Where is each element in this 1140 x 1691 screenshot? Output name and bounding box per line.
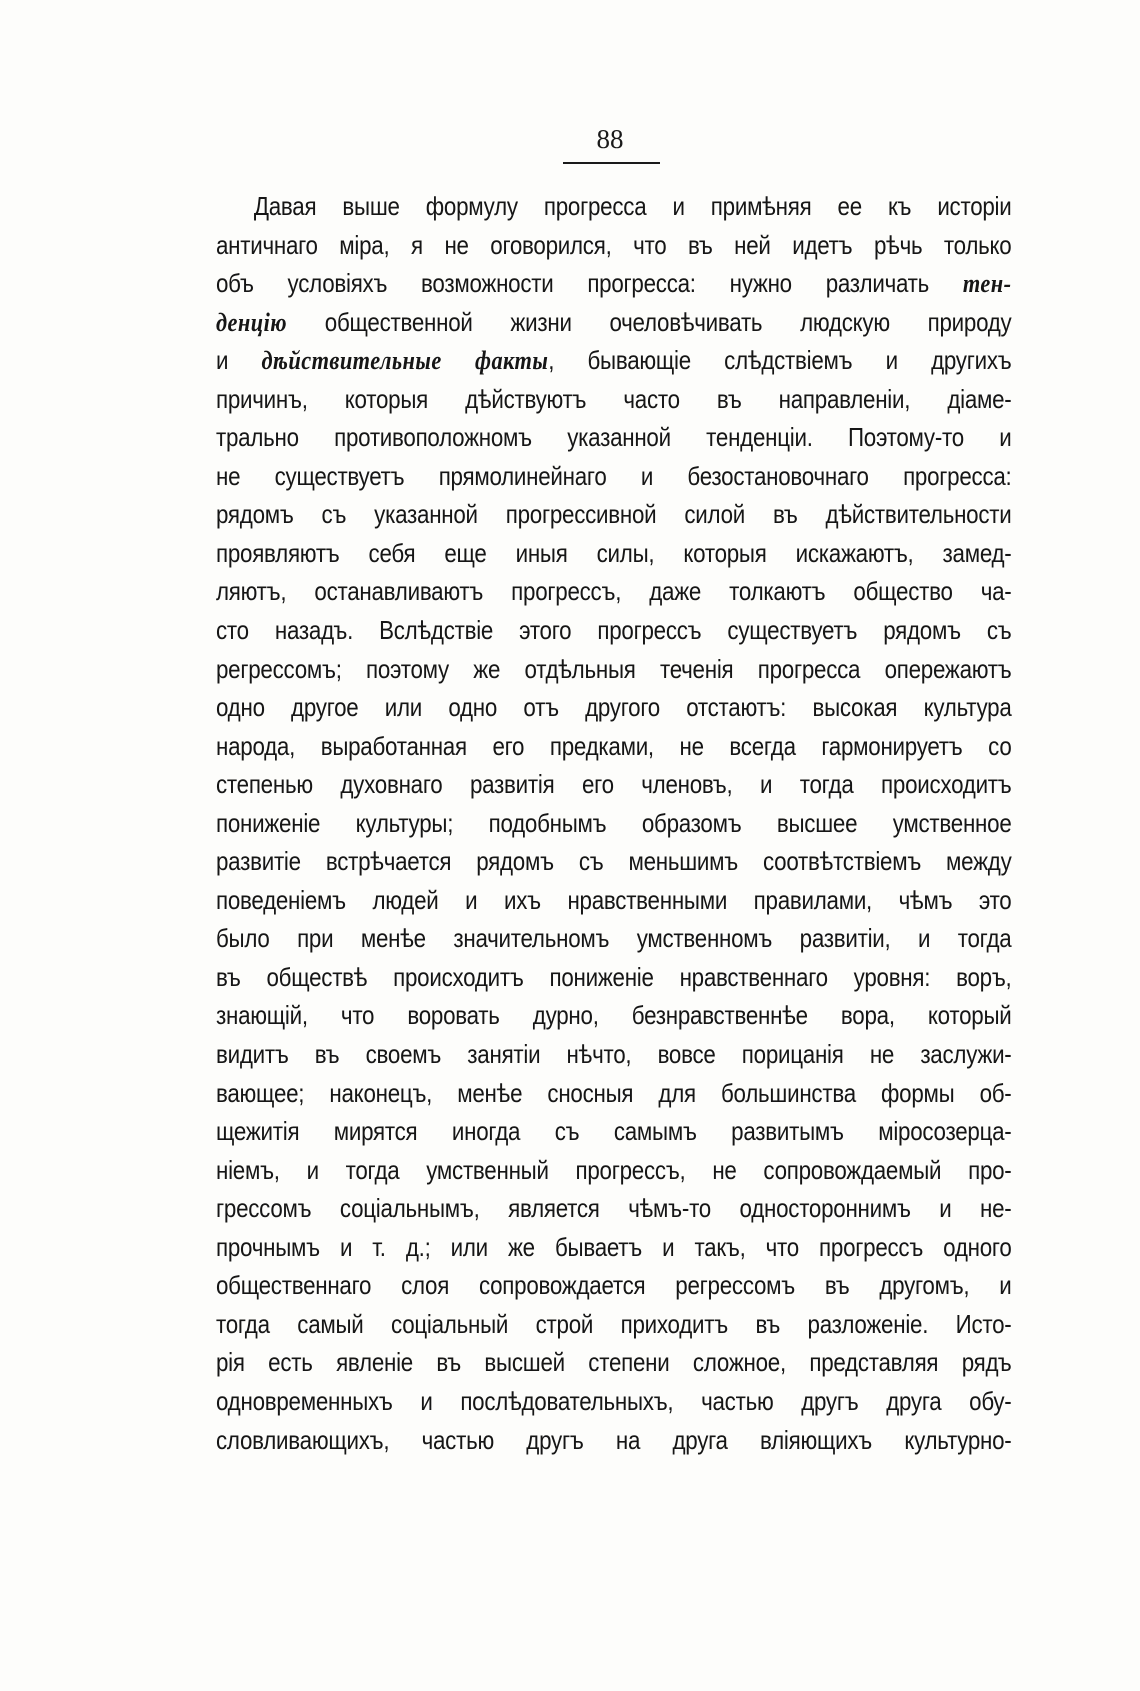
text-line [216, 727, 1012, 766]
text-line [216, 1266, 1012, 1305]
text-line [216, 1305, 1012, 1344]
text-line [216, 1151, 1012, 1190]
line-text: объ условіяхъ возможности прогресса: нужно различать [216, 268, 930, 299]
line-text: ляютъ, останавливаютъ прогрессъ, даже толкаютъ общество ча- [216, 576, 1012, 607]
line-text: прочнымъ и т. д.; или же бываетъ и такъ, что прогрессъ одного [216, 1231, 1012, 1262]
text-line [216, 341, 1012, 380]
line-text: , бывающіе слѣдствіемъ и другихъ [548, 345, 1012, 376]
line-text: тогда самый соціальный строй приходитъ въ разложеніе. Исто- [216, 1308, 1012, 1339]
text-line [216, 996, 1012, 1035]
italic-term: денцію [216, 307, 287, 337]
line-text: грессомъ соціальнымъ, является чѣмъ-то одностороннимъ и не- [216, 1193, 1012, 1224]
line-text: античнаго міра, я не оговорился, что въ ней идетъ рѣчь только [216, 229, 1012, 260]
text-line [216, 650, 1012, 689]
text-line [216, 534, 1012, 573]
italic-term: дѣйствительные факты [261, 346, 549, 376]
line-text: причинъ, которыя дѣйствуютъ часто въ направленіи, діаме- [216, 383, 1012, 414]
line-text: было при менѣе значительномъ умственномъ развитіи, и тогда [216, 923, 1012, 954]
line-text: степенью духовнаго развитія его членовъ, и тогда происходитъ [216, 769, 1012, 800]
text-line [216, 418, 1012, 457]
line-text: одно другое или одно отъ другого отстаютъ: высокая культура [216, 692, 1012, 723]
line-text: Давая выше формулу прогресса и примѣняя ее къ исторіи [253, 191, 1012, 221]
text-line [216, 572, 1012, 611]
text-line [216, 380, 1012, 419]
line-text: поведеніемъ людей и ихъ нравственными правилами, чѣмъ это [216, 884, 1012, 915]
line-text: рядомъ съ указанной прогрессивной силой въ дѣйствительности [216, 499, 1012, 530]
line-text: въ обществѣ происходитъ пониженіе нравственнаго уровня: воръ, [216, 961, 1012, 992]
line-text: видитъ въ своемъ занятіи нѣчто, вовсе порицанія не заслужи- [216, 1039, 1012, 1070]
text-line [216, 881, 1012, 920]
line-text: знающій, что воровать дурно, безнравственнѣе вора, который [216, 1000, 1012, 1031]
text-line [216, 1112, 1012, 1151]
line-text: развитіе встрѣчается рядомъ съ меньшимъ соотвѣтствіемъ между [216, 846, 1012, 877]
line-text: общественной жизни очеловѣчивать людскую природу [324, 306, 1012, 337]
text-line [216, 1189, 1012, 1228]
line-text: регрессомъ; поэтому же отдѣльныя теченія прогресса опережаютъ [216, 653, 1012, 684]
text-line [216, 958, 1012, 997]
line-text: сто назадъ. Вслѣдствіе этого прогрессъ существуетъ рядомъ съ [216, 615, 1012, 646]
text-line [216, 1228, 1012, 1267]
line-text: словливающихъ, частью другъ на друга вліяющихъ культурно- [216, 1424, 1012, 1455]
text-line [216, 611, 1012, 650]
text-line [216, 1421, 1012, 1460]
text-line [216, 1035, 1012, 1074]
text-line [216, 187, 1012, 226]
line-text: ніемъ, и тогда умственный прогрессъ, не сопровождаемый про- [216, 1154, 1012, 1185]
line-text: общественнаго слоя сопровождается регрессомъ въ другомъ, и [216, 1270, 1012, 1301]
text-line [216, 804, 1012, 843]
line-text: пониженіе культуры; подобнымъ образомъ высшее умственное [216, 807, 1012, 838]
line-text: народа, выработанная его предками, не всегда гармонируетъ со [216, 730, 1012, 761]
page-number-rule [563, 162, 660, 164]
text-line [216, 495, 1012, 534]
text-line [216, 303, 1012, 342]
line-text: вающее; наконецъ, менѣе сносныя для большинства формы об- [216, 1077, 1012, 1108]
text-line [216, 264, 1012, 303]
text-line [216, 688, 1012, 727]
line-text: одновременныхъ и послѣдовательныхъ, частью другъ друга обу- [216, 1385, 1012, 1416]
text-line [216, 1343, 1012, 1382]
text-line [216, 919, 1012, 958]
text-line [216, 226, 1012, 265]
page-number: 88 [596, 124, 624, 154]
text-line [216, 765, 1012, 804]
text-line [216, 1382, 1012, 1421]
line-text: проявляютъ себя еще иныя силы, которыя искажаютъ, замед- [216, 537, 1012, 568]
body-text [216, 187, 1012, 1459]
line-text: трально противоположномъ указанной тенденціи. Поэтому-то и [216, 422, 1012, 453]
text-line [216, 1074, 1012, 1113]
line-text: и [216, 345, 229, 376]
text-line [216, 842, 1012, 881]
italic-term: тен- [962, 269, 1012, 299]
line-text: не существуетъ прямолинейнаго и безостановочнаго прогресса: [216, 460, 1012, 491]
line-text: щежитія мирятся иногда съ самымъ развитымъ міросозерца- [216, 1116, 1012, 1147]
text-line [216, 457, 1012, 496]
line-text: рія есть явленіе въ высшей степени сложное, представляя рядъ [216, 1347, 1012, 1378]
